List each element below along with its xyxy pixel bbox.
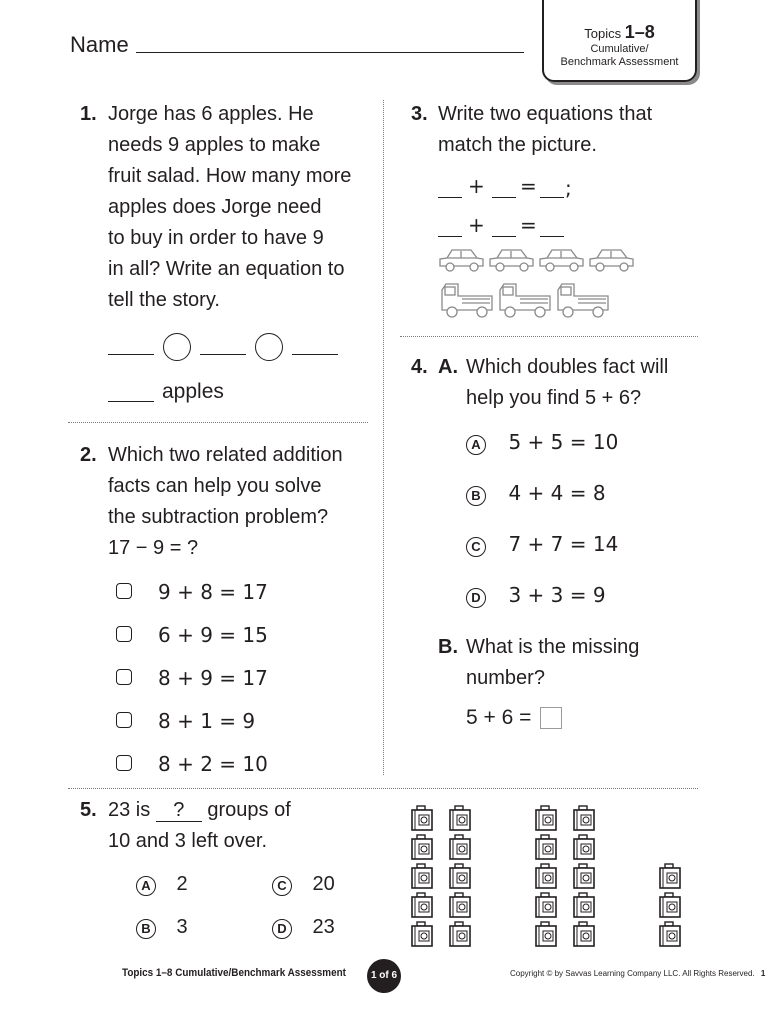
divider-q5	[68, 788, 698, 789]
cube-icon	[660, 922, 680, 946]
q5-option-d[interactable]	[272, 916, 335, 939]
q3-eq2-plus: +	[468, 213, 485, 237]
q1-blank-2[interactable]	[200, 354, 246, 355]
q4-part-b-line: number?	[466, 667, 545, 689]
q5-line2: 10 and 3 left over.	[108, 830, 268, 852]
q4-option-a[interactable]	[466, 430, 618, 455]
q2-problem: 17 − 9 = ?	[108, 537, 199, 559]
name-label: Name	[70, 32, 129, 57]
q5-number: 5.	[80, 799, 97, 821]
q2-option-text: 8 + 1 = 9	[158, 709, 256, 733]
q4-part-b-equation-row	[466, 706, 562, 730]
q3-number: 3.	[411, 103, 428, 125]
q1-line: fruit salad. How many more	[108, 165, 352, 187]
q4-part-a-text	[466, 352, 698, 414]
cube-icon	[660, 864, 680, 888]
q2-option-checkbox[interactable]	[116, 755, 132, 771]
subtitle-line2: Benchmark Assessment	[560, 56, 679, 68]
q2-option-text: 8 + 2 = 10	[158, 752, 268, 776]
page-badge: 1 of 6	[367, 959, 401, 993]
topics-word: Topics	[584, 26, 622, 41]
q4-option-d[interactable]	[466, 583, 606, 608]
q2-option-checkbox[interactable]	[116, 712, 132, 728]
q2-option-checkbox[interactable]	[116, 583, 132, 599]
q4-part-a-line: help you find 5 + 6?	[466, 387, 642, 409]
name-line[interactable]	[136, 52, 524, 53]
q3-eq1-blank-3[interactable]	[540, 197, 564, 198]
q2-option-checkbox[interactable]	[116, 626, 132, 642]
cube-icon	[450, 864, 470, 888]
q3-eq2-blank-2[interactable]	[492, 236, 516, 237]
q3-text	[438, 99, 698, 161]
q1-operator-circle-1[interactable]	[163, 333, 191, 361]
truck-icon	[500, 284, 550, 317]
cube-icon	[574, 806, 594, 830]
truck-icon	[558, 284, 608, 317]
divider-q3-q4	[400, 336, 698, 337]
q2-option-checkbox[interactable]	[116, 669, 132, 685]
q2-option-text: 6 + 9 = 15	[158, 623, 268, 647]
q4-part-b-line: What is the missing	[466, 636, 640, 658]
q1-text	[108, 99, 378, 316]
cube-icon	[412, 806, 432, 830]
divider-q1-q2	[68, 422, 368, 423]
cube-icon	[536, 893, 556, 917]
q1-number: 1.	[80, 103, 97, 125]
option-text: 7 + 7 = 14	[508, 532, 619, 556]
q1-line: Jorge has 6 apples. He	[108, 103, 314, 125]
q1-blank-1[interactable]	[108, 354, 154, 355]
cube-icon	[574, 835, 594, 859]
cube-icon	[412, 922, 432, 946]
option-text: 2	[176, 873, 188, 895]
car-icon	[540, 250, 583, 271]
subtitle-line1: Cumulative/	[590, 43, 649, 55]
q3-eq2-blank-1[interactable]	[438, 236, 462, 237]
q1-operator-circle-2[interactable]	[255, 333, 283, 361]
option-text: 20	[312, 873, 335, 895]
cube-icon	[450, 806, 470, 830]
q3-line: Write two equations that	[438, 103, 653, 125]
q5-option-c[interactable]	[272, 873, 335, 896]
q4-part-b-text	[466, 632, 698, 694]
q3-eq2-equals: =	[520, 213, 537, 237]
cube-icon	[412, 893, 432, 917]
q2-number: 2.	[80, 444, 97, 466]
q5-cube-picture	[404, 796, 704, 952]
copyright-text: Copyright © by Savvas Learning Company LLC. All Rights Reserved.	[510, 969, 755, 978]
cube-icon	[450, 922, 470, 946]
footer-copyright	[510, 969, 765, 978]
option-letter-bubble[interactable]: D	[272, 919, 292, 939]
q4-option-b[interactable]	[466, 481, 606, 506]
option-letter-bubble[interactable]: B	[466, 486, 486, 506]
q2-line: facts can help you solve	[108, 475, 322, 497]
q5-line1-pre: 23 is	[108, 799, 151, 821]
q4-part-a-label: A.	[438, 356, 458, 378]
cube-icon	[450, 893, 470, 917]
q1-line: needs 9 apples to make	[108, 134, 321, 156]
q3-eq2-blank-3[interactable]	[540, 236, 564, 237]
q5-option-b[interactable]	[136, 916, 188, 939]
q1-answer-blank[interactable]	[108, 401, 154, 402]
q1-line: to buy in order to have 9	[108, 227, 324, 249]
option-letter-bubble[interactable]: A	[466, 435, 486, 455]
column-divider	[383, 100, 384, 775]
cube-icon	[574, 922, 594, 946]
q4-answer-box[interactable]	[540, 707, 562, 729]
cube-icon	[450, 835, 470, 859]
q3-line: match the picture.	[438, 134, 597, 156]
option-text: 3	[176, 916, 188, 938]
option-letter-bubble[interactable]: A	[136, 876, 156, 896]
footer-page-number: 1	[760, 969, 766, 978]
option-letter-bubble[interactable]: B	[136, 919, 156, 939]
cube-icon	[574, 864, 594, 888]
q2-line: Which two related addition	[108, 444, 343, 466]
q1-line: apples does Jorge need	[108, 196, 322, 218]
car-icon	[490, 250, 533, 271]
cube-icon	[660, 893, 680, 917]
q5-option-a[interactable]	[136, 873, 188, 896]
q4-number: 4.	[411, 356, 428, 378]
topics-range: 1–8	[624, 22, 655, 42]
car-icon	[440, 250, 483, 271]
q4-part-b-equation: 5 + 6 =	[466, 706, 532, 729]
cube-icon	[574, 893, 594, 917]
option-letter-bubble[interactable]: D	[466, 588, 486, 608]
q3-eq1-blank-2[interactable]	[492, 197, 516, 198]
topics-tab	[542, 0, 697, 82]
q3-eq1-equals: =	[520, 174, 537, 198]
q3-eq1-semicolon: ;	[565, 176, 572, 200]
q4-part-b-label: B.	[438, 636, 458, 658]
q4-part-a-line: Which doubles fact will	[466, 356, 669, 378]
option-letter-bubble[interactable]: C	[466, 537, 486, 557]
cube-icon	[536, 806, 556, 830]
cube-icon	[412, 864, 432, 888]
q1-line: in all? Write an equation to	[108, 258, 345, 280]
truck-icon	[442, 284, 492, 317]
q5-line1-post: groups of	[207, 799, 291, 821]
q3-eq1-plus: +	[468, 174, 485, 198]
option-text: 4 + 4 = 8	[508, 481, 606, 505]
q5-line1	[108, 795, 368, 826]
q2-text	[108, 440, 378, 564]
option-text: 5 + 5 = 10	[508, 430, 619, 454]
q2-line: the subtraction problem?	[108, 506, 329, 528]
option-text: 3 + 3 = 9	[508, 583, 606, 607]
q3-car-picture	[436, 244, 636, 276]
cube-icon	[536, 922, 556, 946]
q1-blank-3[interactable]	[292, 354, 338, 355]
cube-icon	[536, 864, 556, 888]
q1-answer-unit: apples	[162, 380, 224, 403]
q2-option-text: 9 + 8 = 17	[158, 580, 268, 604]
cube-icon	[412, 835, 432, 859]
car-icon	[590, 250, 633, 271]
option-letter-bubble[interactable]: C	[272, 876, 292, 896]
q5-blank[interactable]: ?	[156, 799, 202, 822]
q3-eq1-blank-1[interactable]	[438, 197, 462, 198]
q2-option-text: 8 + 9 = 17	[158, 666, 268, 690]
cube-icon	[536, 835, 556, 859]
q4-option-c[interactable]	[466, 532, 618, 557]
footer-title: Topics 1–8 Cumulative/Benchmark Assessment	[122, 967, 346, 979]
q3-truck-picture	[438, 280, 618, 320]
q1-line: tell the story.	[108, 289, 220, 311]
option-text: 23	[312, 916, 335, 938]
